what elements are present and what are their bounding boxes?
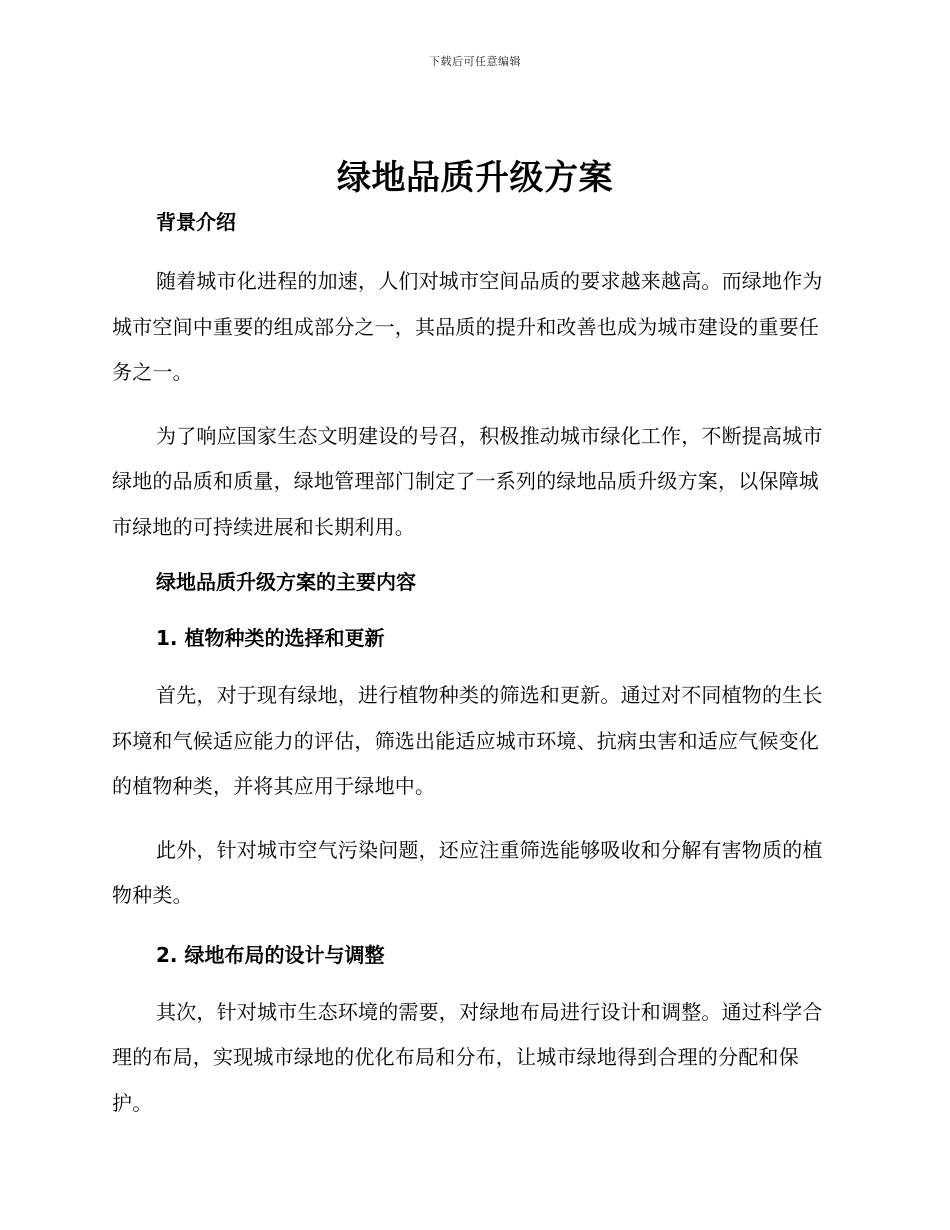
subsection-heading-plant-species: 1. 植物种类的选择和更新 bbox=[156, 626, 385, 650]
header-note: 下载后可任意编辑 bbox=[429, 55, 521, 68]
paragraph: 其次，针对城市生态环境的需要，对绿地布局进行设计和调整。通过科学合理的布局，实现城市绿地的优化布局和分布，让城市绿地得到合理的分配和保护。 bbox=[112, 999, 823, 1115]
paragraph: 为了响应国家生态文明建设的号召，积极推动城市绿化工作，不断提高城市绿地的品质和质量，绿地管理部门制定了一系列的绿地品质升级方案，以保障城市绿地的可持续进展和长期利用。 bbox=[112, 423, 823, 539]
document-title: 绿地品质升级方案 bbox=[337, 158, 613, 198]
section-heading-background: 背景介绍 bbox=[156, 210, 236, 234]
paragraph: 首先，对于现有绿地，进行植物种类的筛选和更新。通过对不同植物的生长环境和气候适应能力的评估，筛选出能适应城市环境、抗病虫害和适应气候变化的植物种类，并将其应用于绿地中。 bbox=[112, 683, 823, 798]
section-heading-main-content: 绿地品质升级方案的主要内容 bbox=[156, 570, 416, 594]
paragraph: 此外，针对城市空气污染问题，还应注重筛选能够吸收和分解有害物质的植物种类。 bbox=[112, 837, 823, 907]
subsection-heading-layout-design: 2. 绿地布局的设计与调整 bbox=[156, 942, 385, 967]
paragraph: 随着城市化进程的加速，人们对城市空间品质的要求越来越高。而绿地作为城市空间中重要的组成部分之一，其品质的提升和改善也成为城市建设的重要任务之一。 bbox=[112, 269, 823, 384]
document-body bbox=[112, 203, 832, 1126]
